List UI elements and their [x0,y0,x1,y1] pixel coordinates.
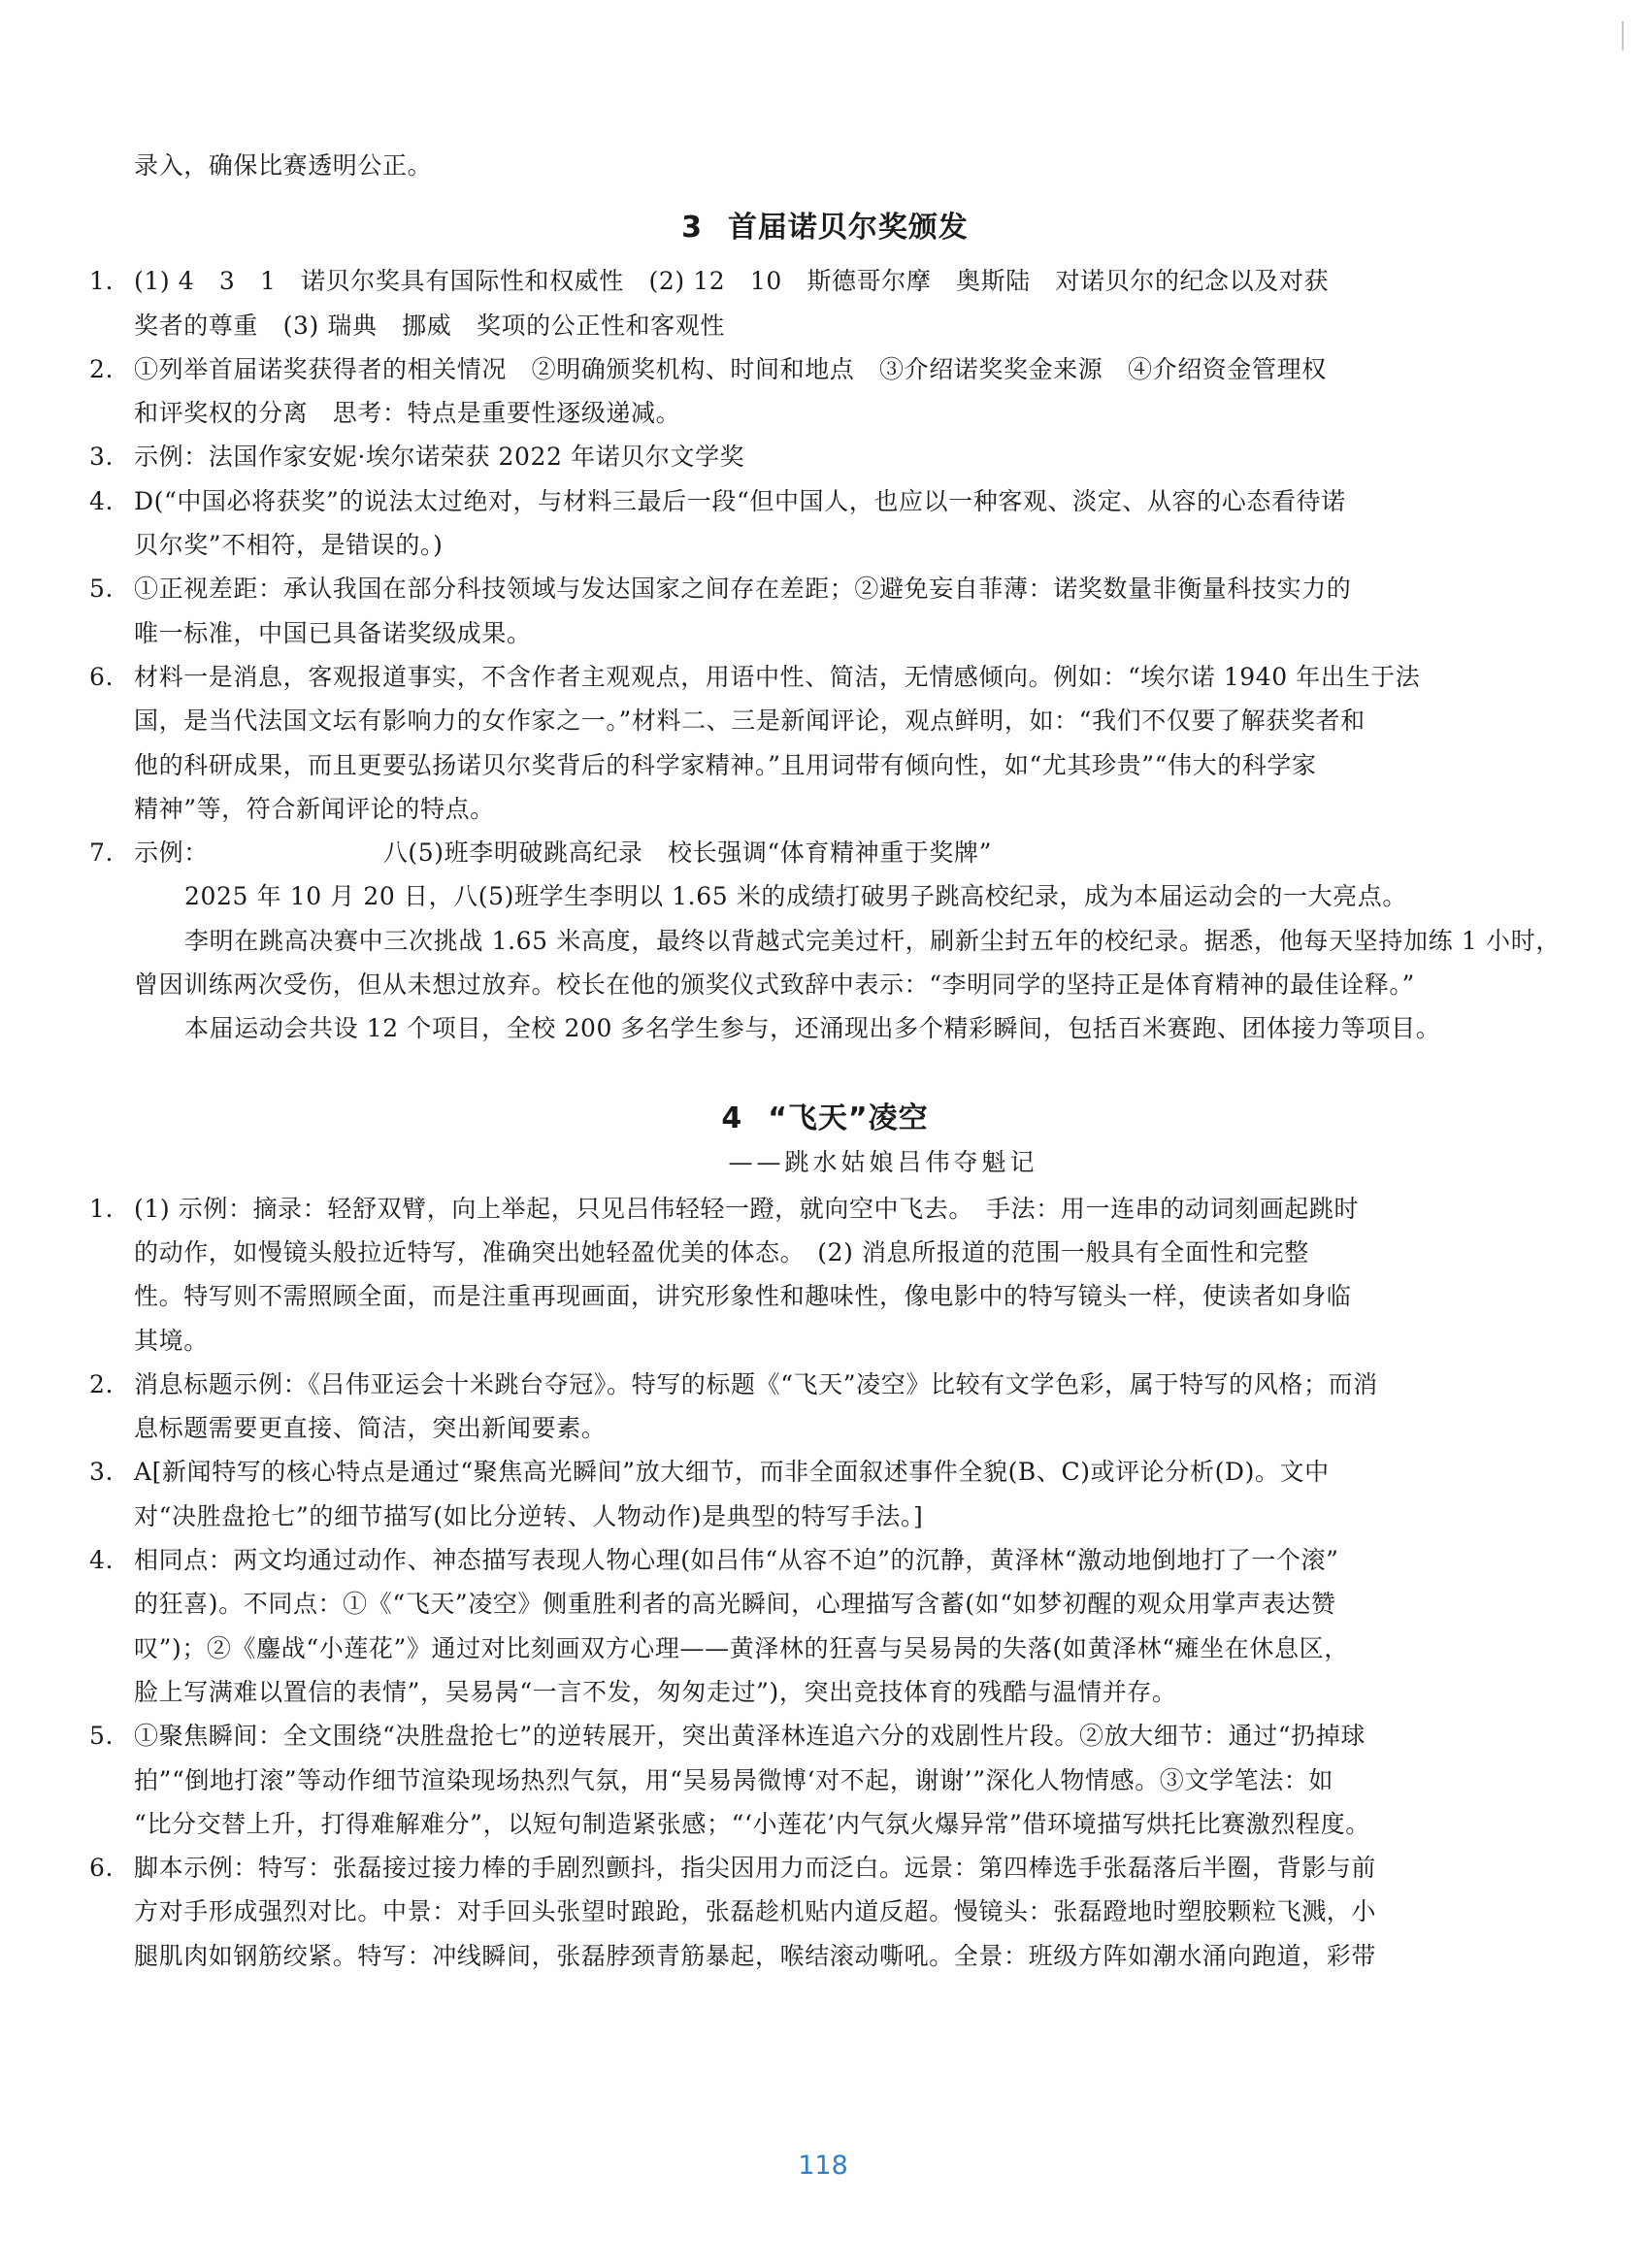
item-line: 奖者的尊重 (3) 瑞典 挪威 奖项的公正性和客观性 [134,311,725,340]
s4-item-3 [89,1450,1561,1538]
item-line: 性。特写则不需照顾全面，而是注重再现画面，讲究形象性和趣味性，像电影中的特写镜头一样，使读者如身临 [134,1282,1352,1311]
item-line: ①正视差距：承认我国在部分科技领域与发达国家之间存在差距；②避免妄自菲薄：诺奖数量非衡量科技实力的 [134,575,1352,604]
section-3-number: 3 [681,211,703,246]
item-line: 材料一是消息，客观报道事实，不含作者主观观点，用语中性、简洁，无情感倾向。例如：“埃尔诺 1940 年出生于法 [134,662,1421,691]
item-line: “比分交替上升，打得难解难分”，以短句制造紧张感；“‘小莲花’内气氛火爆异常”借环境描写烘托比赛激烈程度。 [134,1809,1370,1838]
s3-item-4 [89,479,1561,568]
item-line: 的狂喜)。不同点：①《“飞天”凌空》侧重胜利者的高光瞬间，心理描写含蓄(如“如梦初醒的观众用掌声表达赞 [134,1590,1336,1619]
item-line: (1) 示例：摘录：轻舒双臂，向上举起，只见吕伟轻轻一蹬，就向空中飞去。 手法：用一连串的动词刻画起跳时 [134,1194,1360,1223]
item-number: 4. [89,1546,115,1575]
item-number: 3. [89,443,115,472]
page-number: 118 [798,2151,848,2181]
s3-item-5 [89,567,1561,655]
section-3-heading [89,209,1561,247]
item-line: 脸上写满难以置信的表情”，吴易昺“一言不发，匆匆走过”)，突出竞技体育的残酷与温情并存。 [134,1677,1177,1706]
section-4-subtitle: ——跳水姑娘吕伟夺魁记 [728,1147,1038,1176]
item-line: (1) 4 3 1 诺贝尔奖具有国际性和权威性 (2) 12 10 斯德哥尔摩 奥斯陆 对诺贝尔的纪念以及对获 [134,267,1330,296]
item-line: 的动作，如慢镜头般拉近特写，准确突出她轻盈优美的体态。 (2) 消息所报道的范围一般具有全面性和完整 [134,1237,1309,1266]
intro-line: 录入，确保比赛透明公正。 [134,151,433,180]
s3-item-7 [89,831,1561,874]
news-paragraph: 2025 年 10 月 20 日，八(5)班学生李明以 1.65 米的成绩打破男子跳高校纪录，成为本届运动会的一大亮点。 [184,882,1407,911]
s3-item-6 [89,655,1561,831]
item-line: 方对手形成强烈对比。中景：对手回头张望时踉跄，张磊趁机贴内道反超。慢镜头：张磊蹬地时塑胶颗粒飞溅，小 [134,1897,1377,1926]
s4-item-6 [89,1846,1561,1978]
s3-item-2 [89,347,1561,436]
section-3-title: 首届诺贝尔奖颁发 [727,211,969,246]
item-number: 2. [89,354,115,383]
page-content [89,144,1561,1978]
item-line: 其境。 [134,1326,209,1355]
item-number: 1. [89,1194,115,1223]
item-number: 6. [89,1854,115,1883]
news-headline: 八(5)班李明破跳高纪录 校长强调“体育精神重于奖牌” [382,838,992,868]
item-number: 6. [89,662,115,691]
s4-item-2 [89,1363,1561,1451]
section-4-title: “飞天”凌空 [768,1101,929,1135]
s4-item-1 [89,1187,1561,1363]
item-line: 国，是当代法国文坛有影响力的女作家之一。”材料二、三是新闻评论，观点鲜明，如：“我们不仅要了解获奖者和 [134,707,1366,736]
example-label: 示例： [134,838,209,868]
item-line: 对“决胜盘抢七”的细节描写(如比分逆转、人物动作)是典型的特写手法。] [134,1501,924,1530]
s3-item-1 [89,259,1561,347]
item-line: 精神”等，符合新闻评论的特点。 [134,794,495,823]
item-line: 和评奖权的分离 思考：特点是重要性逐级递减。 [134,399,681,428]
item-line: 他的科研成果，而且更要弘扬诺贝尔奖背后的科学家精神。”且用词带有倾向性，如“尤其珍贵”“伟大的科学家 [134,750,1317,779]
item-number: 4. [89,486,115,515]
item-line: 相同点：两文均通过动作、神态描写表现人物心理(如吕伟“从容不迫”的沉静，黄泽林“激动地倒地打了一个滚” [134,1546,1339,1575]
item-line: ①聚焦瞬间：全文围绕“决胜盘抢七”的逆转展开，突出黄泽林连追六分的戏剧性片段。②放大细节：通过“扔掉球 [134,1722,1366,1751]
item-number: 2. [89,1369,115,1398]
item-line: 示例：法国作家安妮·埃尔诺荣获 2022 年诺贝尔文学奖 [134,443,745,472]
item-line: 叹”)；②《鏖战“小莲花”》通过对比刻画双方心理——黄泽林的狂喜与吴易昺的失落(如黄泽林“瘫坐在休息区， [134,1633,1349,1662]
item-line: D(“中国必将获奖”的说法太过绝对，与材料三最后一段“但中国人，也应以一种客观、淡定、从容的心态看待诺 [134,486,1346,515]
item-line: 贝尔奖”不相符，是错误的。) [134,531,444,560]
section-4-heading [89,1100,1561,1138]
item-number: 5. [89,1722,115,1751]
scan-edge-mark [1622,21,1624,50]
item-line: 腿肌肉如钢筋绞紧。特写：冲线瞬间，张磊脖颈青筋暴起，喉结滚动嘶吼。全景：班级方阵如潮水涌向跑道，彩带 [134,1941,1377,1970]
section-4-number: 4 [721,1101,743,1135]
item-number: 5. [89,575,115,604]
s3-item-3 [89,435,1561,478]
item-line: 脚本示例：特写：张磊接过接力棒的手剧烈颤抖，指尖因用力而泛白。远景：第四棒选手张磊落后半圈，背影与前 [134,1854,1377,1883]
s4-item-4 [89,1538,1561,1714]
item-number: 7. [89,838,115,868]
item-line: 唯一标准，中国已具备诺奖级成果。 [134,618,532,647]
s4-item-5 [89,1714,1561,1846]
item-number: 1. [89,267,115,296]
item-line: 消息标题示例：《吕伟亚运会十米跳台夺冠》。特写的标题《“飞天”凌空》比较有文学色彩，属于特写的风格；而消 [134,1369,1378,1398]
news-paragraph: 李明在跳高决赛中三次挑战 1.65 米高度，最终以背越式完美过杆，刷新尘封五年的校纪录。据悉，他每天坚持加练 1 小时，曾因训练两次受伤，但从未想过放弃。校长在他的颁奖仪式致辞中表示：“李明同学的坚持正是体育精神的最佳诠释。” [134,926,1561,1000]
news-paragraph: 本届运动会共设 12 个项目，全校 200 多名学生参与，还涌现出多个精彩瞬间，包括百米赛跑、团体接力等项目。 [184,1014,1441,1043]
item-number: 3. [89,1458,115,1487]
item-line: 拍”“倒地打滚”等动作细节渲染现场热烈气氛，用“吴易昺微博‘对不起，谢谢’”深化人物情感。③文学笔法：如 [134,1765,1334,1794]
item-line: A[新闻特写的核心特点是通过“聚焦高光瞬间”放大细节，而非全面叙述事件全貌(B、C)或评论分析(D)。文中 [134,1458,1330,1487]
item-line: 息标题需要更直接、简洁，突出新闻要素。 [134,1414,607,1443]
item-line: ①列举首届诺奖获得者的相关情况 ②明确颁奖机构、时间和地点 ③介绍诺奖奖金来源 ④介绍资金管理权 [134,354,1327,383]
